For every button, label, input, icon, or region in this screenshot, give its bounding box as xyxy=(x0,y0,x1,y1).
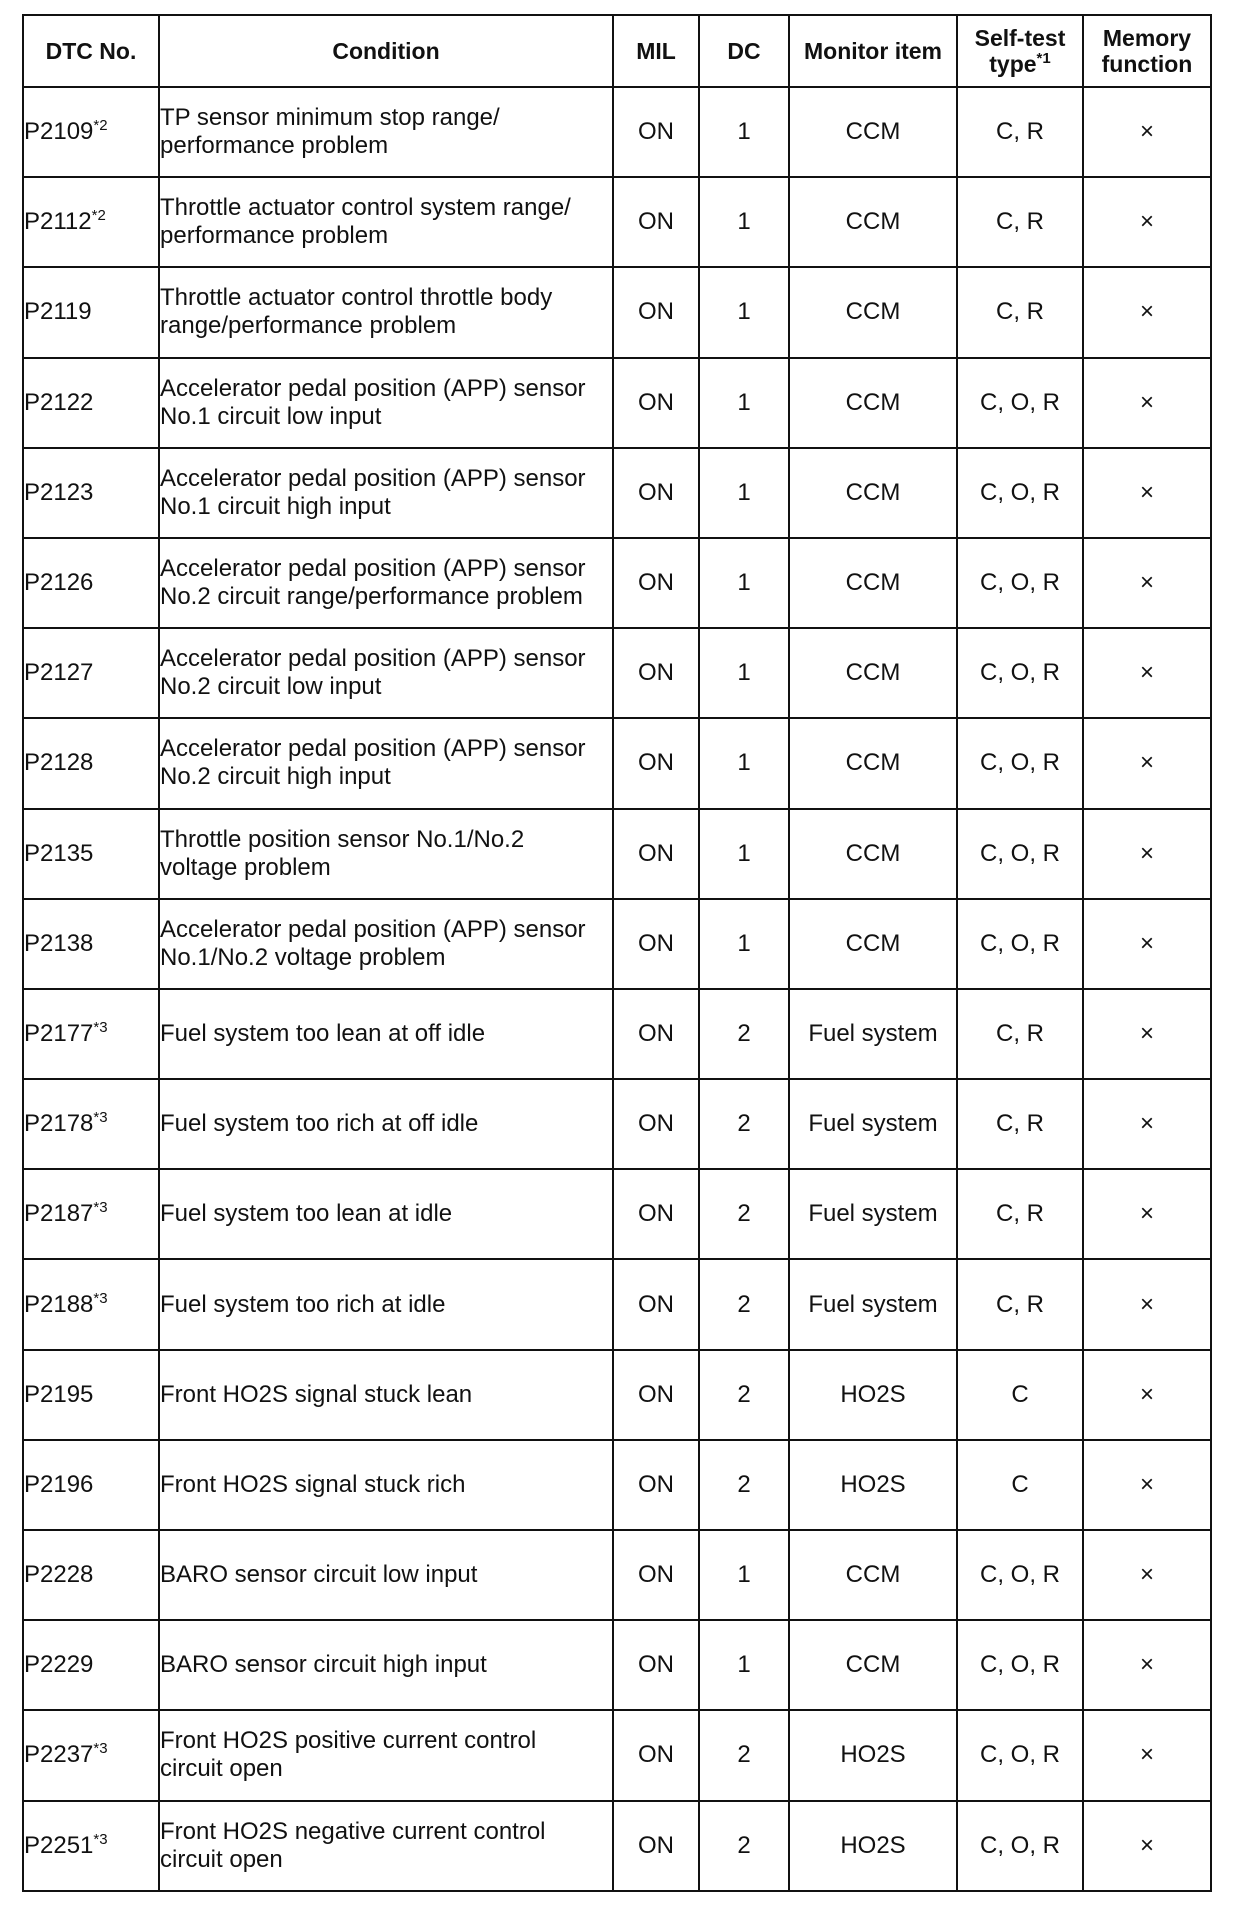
table-row xyxy=(23,538,1211,628)
cell-dtc-code xyxy=(23,267,159,357)
condition-line: Front HO2S positive current control xyxy=(160,1727,537,1755)
cell-self-test-type: C, O, R xyxy=(957,718,1083,808)
header-self-test-type xyxy=(957,15,1083,87)
cell-condition xyxy=(159,628,613,718)
cell-self-test-type: C, R xyxy=(957,989,1083,1079)
header-condition: Condition xyxy=(159,15,613,87)
condition-line: circuit open xyxy=(160,1845,283,1873)
cell-dtc-code xyxy=(23,628,159,718)
table-row xyxy=(23,87,1211,177)
cell-condition xyxy=(159,809,613,899)
dtc-code: P2195 xyxy=(24,1380,94,1408)
condition-line: Accelerator pedal position (APP) sensor xyxy=(160,555,586,583)
cell-self-test-type: C, O, R xyxy=(957,1710,1083,1800)
cell-dtc-code xyxy=(23,1079,159,1169)
cell-monitor-item: CCM xyxy=(789,538,957,628)
dtc-code: P2112 xyxy=(24,208,92,236)
table-row xyxy=(23,1259,1211,1349)
cell-dc: 1 xyxy=(699,1620,789,1710)
cell-mil: ON xyxy=(613,1079,699,1169)
dtc-footnote: *3 xyxy=(93,1109,108,1127)
table-row xyxy=(23,628,1211,718)
cell-dtc-code xyxy=(23,448,159,538)
cell-mil: ON xyxy=(613,267,699,357)
dtc-code: P2177 xyxy=(24,1019,94,1047)
dtc-code: P2187 xyxy=(24,1200,94,1228)
table-row xyxy=(23,448,1211,538)
dtc-code: P2188 xyxy=(24,1290,94,1318)
dtc-code: P2122 xyxy=(24,388,94,416)
cell-dtc-code xyxy=(23,718,159,808)
table-row xyxy=(23,1530,1211,1620)
cell-memory-function: × xyxy=(1083,718,1211,808)
cell-dtc-code xyxy=(23,1350,159,1440)
cell-monitor-item: CCM xyxy=(789,177,957,267)
cell-dtc-code xyxy=(23,1440,159,1530)
condition-line: Front HO2S signal stuck lean xyxy=(160,1380,473,1408)
cell-memory-function: × xyxy=(1083,1079,1211,1169)
cell-monitor-item: CCM xyxy=(789,448,957,538)
cell-monitor-item: CCM xyxy=(789,267,957,357)
cell-condition xyxy=(159,87,613,177)
cell-condition xyxy=(159,267,613,357)
cell-self-test-type: C, R xyxy=(957,1259,1083,1349)
cell-condition xyxy=(159,1350,613,1440)
condition-line: range/performance problem xyxy=(160,312,457,340)
condition-line: No.2 circuit low input xyxy=(160,673,382,701)
cell-monitor-item: CCM xyxy=(789,718,957,808)
cell-condition xyxy=(159,358,613,448)
cell-dtc-code xyxy=(23,177,159,267)
cell-dtc-code xyxy=(23,538,159,628)
cell-self-test-type: C, O, R xyxy=(957,809,1083,899)
cell-dtc-code xyxy=(23,1620,159,1710)
condition-line: BARO sensor circuit high input xyxy=(160,1651,487,1679)
cell-self-test-type: C xyxy=(957,1350,1083,1440)
cell-mil: ON xyxy=(613,1801,699,1891)
condition-line: Fuel system too rich at idle xyxy=(160,1290,446,1318)
condition-line: Front HO2S negative current control xyxy=(160,1817,546,1845)
dtc-code: P2237 xyxy=(24,1741,94,1769)
cell-dc: 2 xyxy=(699,1169,789,1259)
cell-dc: 2 xyxy=(699,1801,789,1891)
cell-dtc-code xyxy=(23,1710,159,1800)
cell-mil: ON xyxy=(613,1710,699,1800)
cell-monitor-item: CCM xyxy=(789,809,957,899)
cell-mil: ON xyxy=(613,899,699,989)
cell-monitor-item: HO2S xyxy=(789,1801,957,1891)
header-self-test-line2-wrap xyxy=(958,51,1082,77)
table-row xyxy=(23,989,1211,1079)
header-self-test-line2: type xyxy=(989,51,1037,77)
header-memory-function xyxy=(1083,15,1211,87)
table-row xyxy=(23,1169,1211,1259)
table-row xyxy=(23,1710,1211,1800)
cell-self-test-type: C, O, R xyxy=(957,1530,1083,1620)
cell-mil: ON xyxy=(613,628,699,718)
cell-dtc-code xyxy=(23,1530,159,1620)
cell-self-test-type: C, R xyxy=(957,87,1083,177)
dtc-code: P2228 xyxy=(24,1561,94,1589)
dtc-footnote: *2 xyxy=(93,117,108,135)
cell-memory-function: × xyxy=(1083,989,1211,1079)
header-memory-line2: function xyxy=(1101,51,1193,77)
cell-mil: ON xyxy=(613,358,699,448)
cell-dc: 1 xyxy=(699,267,789,357)
cell-dtc-code xyxy=(23,809,159,899)
cell-dc: 1 xyxy=(699,538,789,628)
cell-dc: 2 xyxy=(699,1079,789,1169)
cell-dc: 1 xyxy=(699,177,789,267)
cell-dc: 1 xyxy=(699,809,789,899)
table-row xyxy=(23,899,1211,989)
cell-monitor-item: CCM xyxy=(789,87,957,177)
cell-dc: 2 xyxy=(699,1710,789,1800)
cell-monitor-item: CCM xyxy=(789,358,957,448)
condition-line: No.2 circuit high input xyxy=(160,763,391,791)
condition-line: Accelerator pedal position (APP) sensor xyxy=(160,915,586,943)
cell-memory-function: × xyxy=(1083,1440,1211,1530)
cell-mil: ON xyxy=(613,1259,699,1349)
condition-line: TP sensor minimum stop range/ xyxy=(160,104,500,132)
dtc-footnote: *3 xyxy=(93,1199,108,1217)
cell-self-test-type: C, R xyxy=(957,267,1083,357)
condition-line: circuit open xyxy=(160,1755,283,1783)
cell-dtc-code xyxy=(23,358,159,448)
condition-line: performance problem xyxy=(160,222,389,250)
table-row xyxy=(23,267,1211,357)
cell-monitor-item: HO2S xyxy=(789,1350,957,1440)
cell-monitor-item: Fuel system xyxy=(789,1169,957,1259)
cell-mil: ON xyxy=(613,1169,699,1259)
cell-memory-function: × xyxy=(1083,1530,1211,1620)
cell-mil: ON xyxy=(613,1350,699,1440)
cell-memory-function: × xyxy=(1083,899,1211,989)
header-mil: MIL xyxy=(613,15,699,87)
cell-memory-function: × xyxy=(1083,448,1211,538)
dtc-code: P2196 xyxy=(24,1470,94,1498)
cell-dc: 2 xyxy=(699,1440,789,1530)
dtc-code: P2128 xyxy=(24,749,94,777)
cell-mil: ON xyxy=(613,809,699,899)
table-row xyxy=(23,1350,1211,1440)
condition-line: Front HO2S signal stuck rich xyxy=(160,1470,466,1498)
table-row xyxy=(23,809,1211,899)
cell-condition xyxy=(159,718,613,808)
cell-dtc-code xyxy=(23,989,159,1079)
header-row xyxy=(23,15,1211,87)
header-dc: DC xyxy=(699,15,789,87)
cell-memory-function: × xyxy=(1083,1169,1211,1259)
header-self-test-line1: Self-test xyxy=(974,25,1066,51)
cell-mil: ON xyxy=(613,177,699,267)
cell-monitor-item: CCM xyxy=(789,899,957,989)
cell-dtc-code xyxy=(23,1259,159,1349)
cell-mil: ON xyxy=(613,989,699,1079)
dtc-code: P2109 xyxy=(24,118,94,146)
dtc-code: P2126 xyxy=(24,569,94,597)
table-row xyxy=(23,1440,1211,1530)
cell-mil: ON xyxy=(613,1620,699,1710)
cell-mil: ON xyxy=(613,1440,699,1530)
cell-self-test-type: C, O, R xyxy=(957,538,1083,628)
condition-line: Throttle position sensor No.1/No.2 xyxy=(160,825,525,853)
cell-dtc-code xyxy=(23,1169,159,1259)
condition-line: Fuel system too lean at off idle xyxy=(160,1019,486,1047)
table-row xyxy=(23,1079,1211,1169)
cell-condition xyxy=(159,448,613,538)
cell-memory-function: × xyxy=(1083,1259,1211,1349)
cell-memory-function: × xyxy=(1083,538,1211,628)
cell-dc: 1 xyxy=(699,358,789,448)
cell-self-test-type: C, R xyxy=(957,1079,1083,1169)
cell-condition xyxy=(159,1801,613,1891)
table-row xyxy=(23,1801,1211,1891)
dtc-code: P2229 xyxy=(24,1651,94,1679)
cell-condition xyxy=(159,177,613,267)
dtc-footnote: *2 xyxy=(91,207,106,225)
condition-line: Fuel system too lean at idle xyxy=(160,1200,453,1228)
cell-memory-function: × xyxy=(1083,358,1211,448)
cell-condition xyxy=(159,1710,613,1800)
cell-monitor-item: Fuel system xyxy=(789,1259,957,1349)
dtc-footnote: *3 xyxy=(93,1289,108,1307)
cell-monitor-item: HO2S xyxy=(789,1710,957,1800)
condition-line: Accelerator pedal position (APP) sensor xyxy=(160,645,586,673)
condition-line: No.2 circuit range/performance problem xyxy=(160,583,583,611)
cell-condition xyxy=(159,989,613,1079)
dtc-code: P2123 xyxy=(24,478,94,506)
cell-dc: 2 xyxy=(699,989,789,1079)
condition-line: Throttle actuator control throttle body xyxy=(160,284,553,312)
cell-dc: 1 xyxy=(699,899,789,989)
cell-memory-function: × xyxy=(1083,177,1211,267)
table-row xyxy=(23,358,1211,448)
cell-self-test-type: C, O, R xyxy=(957,358,1083,448)
cell-memory-function: × xyxy=(1083,1620,1211,1710)
cell-condition xyxy=(159,1169,613,1259)
condition-line: Fuel system too rich at off idle xyxy=(160,1110,479,1138)
cell-mil: ON xyxy=(613,87,699,177)
cell-self-test-type: C, R xyxy=(957,177,1083,267)
condition-line: No.1 circuit low input xyxy=(160,402,382,430)
dtc-footnote: *3 xyxy=(93,1740,108,1758)
header-memory-line1: Memory xyxy=(1102,25,1192,51)
cell-dc: 1 xyxy=(699,1530,789,1620)
dtc-code: P2178 xyxy=(24,1110,94,1138)
cell-self-test-type: C, O, R xyxy=(957,1620,1083,1710)
cell-self-test-type: C, O, R xyxy=(957,1801,1083,1891)
table-row xyxy=(23,718,1211,808)
cell-monitor-item: CCM xyxy=(789,628,957,718)
cell-mil: ON xyxy=(613,1530,699,1620)
cell-dtc-code xyxy=(23,899,159,989)
dtc-code: P2251 xyxy=(24,1831,94,1859)
cell-self-test-type: C, O, R xyxy=(957,899,1083,989)
dtc-table xyxy=(22,14,1212,1892)
header-dtc-no: DTC No. xyxy=(23,15,159,87)
cell-dtc-code xyxy=(23,1801,159,1891)
cell-condition xyxy=(159,899,613,989)
condition-line: Accelerator pedal position (APP) sensor xyxy=(160,735,586,763)
cell-dc: 1 xyxy=(699,448,789,538)
dtc-footnote: *3 xyxy=(93,1830,108,1848)
cell-self-test-type: C, R xyxy=(957,1169,1083,1259)
cell-condition xyxy=(159,1620,613,1710)
cell-condition xyxy=(159,1530,613,1620)
cell-dtc-code xyxy=(23,87,159,177)
cell-self-test-type: C xyxy=(957,1440,1083,1530)
dtc-code: P2119 xyxy=(24,298,92,326)
table-row xyxy=(23,177,1211,267)
cell-dc: 1 xyxy=(699,718,789,808)
dtc-code: P2135 xyxy=(24,839,94,867)
condition-line: voltage problem xyxy=(160,853,331,881)
cell-dc: 2 xyxy=(699,1350,789,1440)
cell-mil: ON xyxy=(613,448,699,538)
dtc-code: P2127 xyxy=(24,659,94,687)
cell-memory-function: × xyxy=(1083,1710,1211,1800)
table-body xyxy=(23,87,1211,1891)
cell-dc: 1 xyxy=(699,87,789,177)
cell-monitor-item: HO2S xyxy=(789,1440,957,1530)
cell-monitor-item: CCM xyxy=(789,1620,957,1710)
condition-line: BARO sensor circuit low input xyxy=(160,1561,478,1589)
header-monitor-item: Monitor item xyxy=(789,15,957,87)
condition-line: Throttle actuator control system range/ xyxy=(160,194,571,222)
cell-condition xyxy=(159,1259,613,1349)
cell-mil: ON xyxy=(613,538,699,628)
cell-memory-function: × xyxy=(1083,267,1211,357)
dtc-code: P2138 xyxy=(24,929,94,957)
cell-condition xyxy=(159,1440,613,1530)
cell-self-test-type: C, O, R xyxy=(957,448,1083,538)
cell-memory-function: × xyxy=(1083,1350,1211,1440)
condition-line: Accelerator pedal position (APP) sensor xyxy=(160,374,586,402)
dtc-footnote: *3 xyxy=(93,1018,108,1036)
cell-dc: 1 xyxy=(699,628,789,718)
cell-memory-function: × xyxy=(1083,1801,1211,1891)
table-row xyxy=(23,1620,1211,1710)
condition-line: Accelerator pedal position (APP) sensor xyxy=(160,464,586,492)
cell-dc: 2 xyxy=(699,1259,789,1349)
cell-monitor-item: Fuel system xyxy=(789,989,957,1079)
cell-monitor-item: Fuel system xyxy=(789,1079,957,1169)
cell-condition xyxy=(159,1079,613,1169)
cell-memory-function: × xyxy=(1083,809,1211,899)
cell-monitor-item: CCM xyxy=(789,1530,957,1620)
condition-line: No.1 circuit high input xyxy=(160,492,391,520)
cell-self-test-type: C, O, R xyxy=(957,628,1083,718)
cell-condition xyxy=(159,538,613,628)
cell-memory-function: × xyxy=(1083,87,1211,177)
header-self-test-note: *1 xyxy=(1036,50,1051,67)
table-header xyxy=(23,15,1211,87)
condition-line: No.1/No.2 voltage problem xyxy=(160,943,446,971)
cell-mil: ON xyxy=(613,718,699,808)
condition-line: performance problem xyxy=(160,132,389,160)
cell-memory-function: × xyxy=(1083,628,1211,718)
